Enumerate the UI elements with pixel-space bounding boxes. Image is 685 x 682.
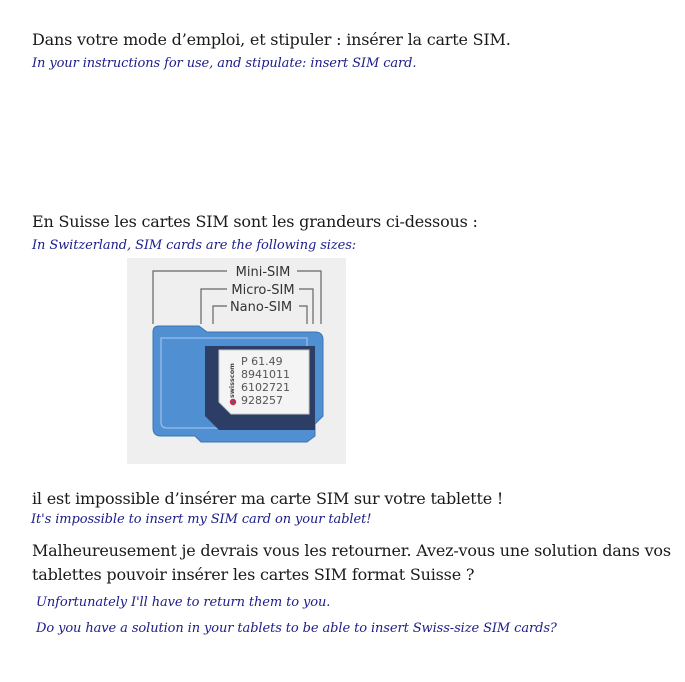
return-french-line-2: tablettes pouvoir insérer les cartes SIM format Suisse ? bbox=[32, 565, 475, 584]
return-french-text bbox=[32, 539, 671, 587]
intro-french-text: Dans votre mode d’emploi, et stipuler : insérer la carte SIM. bbox=[32, 30, 511, 49]
card-number-line-3: 6102721 bbox=[241, 381, 290, 394]
card-number-line-4: 928257 bbox=[241, 394, 283, 407]
swisscom-brand-text: swisscom bbox=[228, 363, 236, 398]
impossible-french-text: il est impossible d’insérer ma carte SIM sur votre tablette ! bbox=[32, 489, 504, 508]
impossible-english-text: It's impossible to insert my SIM card on your tablet! bbox=[31, 512, 372, 527]
mini-sim-label: Mini-SIM bbox=[235, 265, 291, 280]
sim-card-sizes-image bbox=[127, 258, 346, 464]
sizes-english-text: In Switzerland, SIM cards are the following sizes: bbox=[32, 238, 357, 253]
micro-sim-label: Micro-SIM bbox=[231, 283, 295, 298]
card-number-line-2: 8941011 bbox=[241, 368, 290, 381]
return-english-line-1: Unfortunately I'll have to return them to you. bbox=[36, 595, 331, 610]
card-number-line-1: P 61.49 bbox=[241, 355, 283, 368]
return-french-line-1: Malheureusement je devrais vous les retourner. Avez-vous une solution dans vos bbox=[32, 541, 671, 560]
intro-english-text: In your instructions for use, and stipulate: insert SIM card. bbox=[32, 56, 417, 71]
sizes-french-text: En Suisse les cartes SIM sont les grandeurs ci-dessous : bbox=[32, 212, 478, 231]
return-english-line-2: Do you have a solution in your tablets to be able to insert Swiss-size SIM cards? bbox=[36, 621, 557, 636]
nano-sim-label: Nano-SIM bbox=[229, 300, 293, 315]
